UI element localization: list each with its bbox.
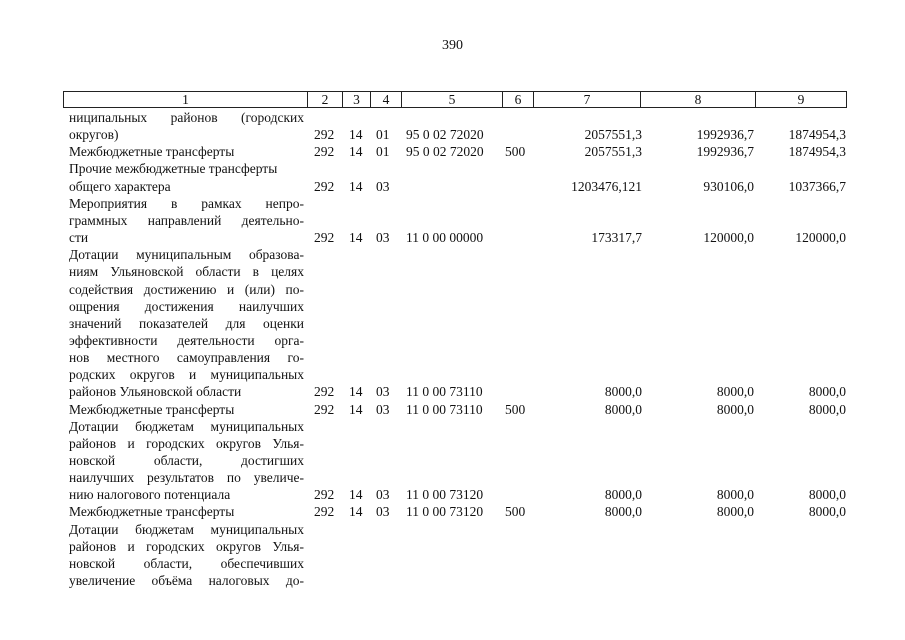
row-cell-c2: 292 bbox=[314, 127, 335, 143]
table-row bbox=[0, 366, 905, 383]
row-cell-c4: 03 bbox=[376, 504, 390, 520]
row-cell-c9: 1037366,7 bbox=[788, 178, 846, 194]
row-cell-c3: 14 bbox=[349, 178, 363, 194]
row-cell-c8: 8000,0 bbox=[716, 401, 754, 417]
row-cell-c3: 14 bbox=[349, 144, 363, 160]
header-col-3: 3 bbox=[353, 92, 360, 107]
table-row bbox=[0, 418, 905, 435]
header-col-9: 9 bbox=[797, 92, 805, 107]
row-cell-c5: 95 0 02 72020 bbox=[406, 127, 484, 143]
row-description: значений показателей для оценки bbox=[69, 315, 304, 331]
row-description: ниям Ульяновской области в целях bbox=[69, 264, 304, 280]
row-cell-c8: 8000,0 bbox=[716, 504, 754, 520]
table-row bbox=[0, 281, 905, 298]
row-cell-c4: 03 bbox=[376, 401, 390, 417]
table-row bbox=[0, 229, 905, 246]
row-cell-c4: 03 bbox=[376, 384, 390, 400]
row-description: Межбюджетные трансферты bbox=[69, 504, 235, 520]
table-row bbox=[0, 178, 905, 195]
row-description: Дотации муниципальным образова- bbox=[69, 247, 304, 263]
row-description: общего характера bbox=[69, 178, 171, 194]
row-description: граммных направлений деятельно- bbox=[69, 212, 304, 228]
table-row bbox=[0, 503, 905, 520]
row-cell-c7: 8000,0 bbox=[604, 384, 642, 400]
row-cell-c2: 292 bbox=[314, 401, 335, 417]
row-description: новской области, обеспечивших bbox=[69, 555, 304, 571]
table-row bbox=[0, 486, 905, 503]
row-cell-c4: 01 bbox=[376, 127, 390, 143]
row-cell-c7: 8000,0 bbox=[604, 401, 642, 417]
table-row bbox=[0, 160, 905, 177]
row-description: Дотации бюджетам муниципальных bbox=[69, 418, 304, 434]
row-cell-c5: 95 0 02 72020 bbox=[406, 144, 484, 160]
row-cell-c7: 2057551,3 bbox=[584, 144, 642, 160]
row-cell-c8: 120000,0 bbox=[703, 230, 754, 245]
row-cell-c6: 500 bbox=[505, 401, 526, 417]
row-description: новской области, достигших bbox=[69, 453, 304, 468]
header-col-8: 8 bbox=[694, 92, 702, 107]
row-cell-c2: 292 bbox=[314, 144, 335, 160]
row-description: сти bbox=[69, 230, 89, 245]
row-description: нию налогового потенциала bbox=[69, 487, 231, 503]
row-cell-c5: 11 0 00 73110 bbox=[406, 401, 483, 417]
row-cell-c7: 1203476,121 bbox=[571, 178, 642, 194]
row-cell-c3: 14 bbox=[349, 384, 363, 400]
row-cell-c9: 8000,0 bbox=[808, 487, 846, 503]
row-cell-c8: 930106,0 bbox=[703, 178, 754, 194]
header-col-4: 4 bbox=[382, 92, 390, 107]
row-description: районов и городских округов Улья- bbox=[69, 538, 304, 554]
table-row bbox=[0, 572, 905, 589]
header-col-6: 6 bbox=[514, 92, 522, 107]
table-row bbox=[0, 332, 905, 349]
row-cell-c3: 14 bbox=[349, 230, 363, 245]
table-row bbox=[0, 109, 905, 126]
row-cell-c3: 14 bbox=[349, 504, 363, 520]
row-cell-c5: 11 0 00 73120 bbox=[406, 504, 484, 520]
row-cell-c8: 1992936,7 bbox=[696, 127, 754, 143]
row-cell-c9: 120000,0 bbox=[795, 230, 846, 245]
table-row bbox=[0, 435, 905, 452]
row-cell-c6: 500 bbox=[505, 504, 526, 520]
row-cell-c5: 11 0 00 73110 bbox=[406, 384, 483, 400]
row-description: Мероприятия в рамках непро- bbox=[69, 195, 304, 211]
row-description: Дотации бюджетам муниципальных bbox=[69, 521, 304, 537]
table-row bbox=[0, 263, 905, 280]
table-row bbox=[0, 212, 905, 229]
table-row bbox=[0, 298, 905, 315]
table-row bbox=[0, 143, 905, 160]
row-description: Межбюджетные трансферты bbox=[69, 401, 235, 417]
header-col-7: 7 bbox=[583, 92, 591, 107]
row-description: районов и городских округов Улья- bbox=[69, 435, 304, 451]
row-description: ниципальных районов (городских bbox=[69, 110, 304, 125]
row-cell-c3: 14 bbox=[349, 401, 363, 417]
row-cell-c6: 500 bbox=[505, 144, 526, 160]
row-cell-c4: 01 bbox=[376, 144, 390, 160]
table-row bbox=[0, 521, 905, 538]
row-cell-c2: 292 bbox=[314, 230, 335, 245]
row-cell-c2: 292 bbox=[314, 384, 335, 400]
row-description: округов) bbox=[69, 127, 119, 143]
row-description: содействия достижению и (или) по- bbox=[69, 281, 304, 297]
table-row bbox=[0, 246, 905, 263]
table-row bbox=[0, 452, 905, 469]
table-header bbox=[63, 91, 847, 108]
row-cell-c9: 1874954,3 bbox=[788, 144, 846, 160]
row-description: Межбюджетные трансферты bbox=[69, 144, 235, 160]
row-cell-c3: 14 bbox=[349, 487, 363, 503]
header-col-2: 2 bbox=[321, 92, 329, 107]
row-description: увеличение объёма налоговых до- bbox=[69, 573, 304, 588]
row-cell-c7: 173317,7 bbox=[591, 230, 642, 245]
row-cell-c2: 292 bbox=[314, 504, 335, 520]
row-cell-c5: 11 0 00 00000 bbox=[406, 230, 484, 245]
row-cell-c3: 14 bbox=[349, 127, 363, 143]
row-cell-c2: 292 bbox=[314, 487, 335, 503]
table-row bbox=[0, 126, 905, 143]
row-description: наилучших результатов по увеличе- bbox=[69, 470, 304, 486]
table-row bbox=[0, 401, 905, 418]
row-cell-c4: 03 bbox=[376, 487, 390, 503]
row-cell-c8: 8000,0 bbox=[716, 487, 754, 503]
header-col-1: 1 bbox=[182, 92, 189, 107]
table-row bbox=[0, 315, 905, 332]
row-description: эффективности деятельности орга- bbox=[69, 332, 304, 348]
table-row bbox=[0, 555, 905, 572]
row-cell-c9: 8000,0 bbox=[808, 401, 846, 417]
row-description: Прочие межбюджетные трансферты bbox=[69, 161, 278, 177]
table-row bbox=[0, 469, 905, 486]
table-row bbox=[0, 195, 905, 212]
row-cell-c7: 8000,0 bbox=[604, 504, 642, 520]
table-row bbox=[0, 538, 905, 555]
row-cell-c9: 8000,0 bbox=[808, 504, 846, 520]
row-cell-c7: 2057551,3 bbox=[584, 127, 642, 143]
header-col-5: 5 bbox=[448, 92, 456, 107]
page-number: 390 bbox=[442, 38, 463, 53]
row-cell-c8: 8000,0 bbox=[716, 384, 754, 400]
row-cell-c9: 1874954,3 bbox=[788, 127, 846, 143]
row-cell-c8: 1992936,7 bbox=[696, 144, 754, 160]
row-description: нов местного самоуправления го- bbox=[69, 350, 304, 366]
row-description: ощрения достижения наилучших bbox=[69, 298, 304, 314]
table-row bbox=[0, 383, 905, 400]
row-description: районов Ульяновской области bbox=[69, 384, 242, 400]
table-row bbox=[0, 349, 905, 366]
row-cell-c2: 292 bbox=[314, 178, 335, 194]
row-cell-c5: 11 0 00 73120 bbox=[406, 487, 484, 503]
row-cell-c7: 8000,0 bbox=[604, 487, 642, 503]
row-description: родских округов и муниципальных bbox=[69, 367, 304, 383]
row-cell-c4: 03 bbox=[376, 230, 390, 245]
row-cell-c9: 8000,0 bbox=[808, 384, 846, 400]
row-cell-c4: 03 bbox=[376, 178, 390, 194]
